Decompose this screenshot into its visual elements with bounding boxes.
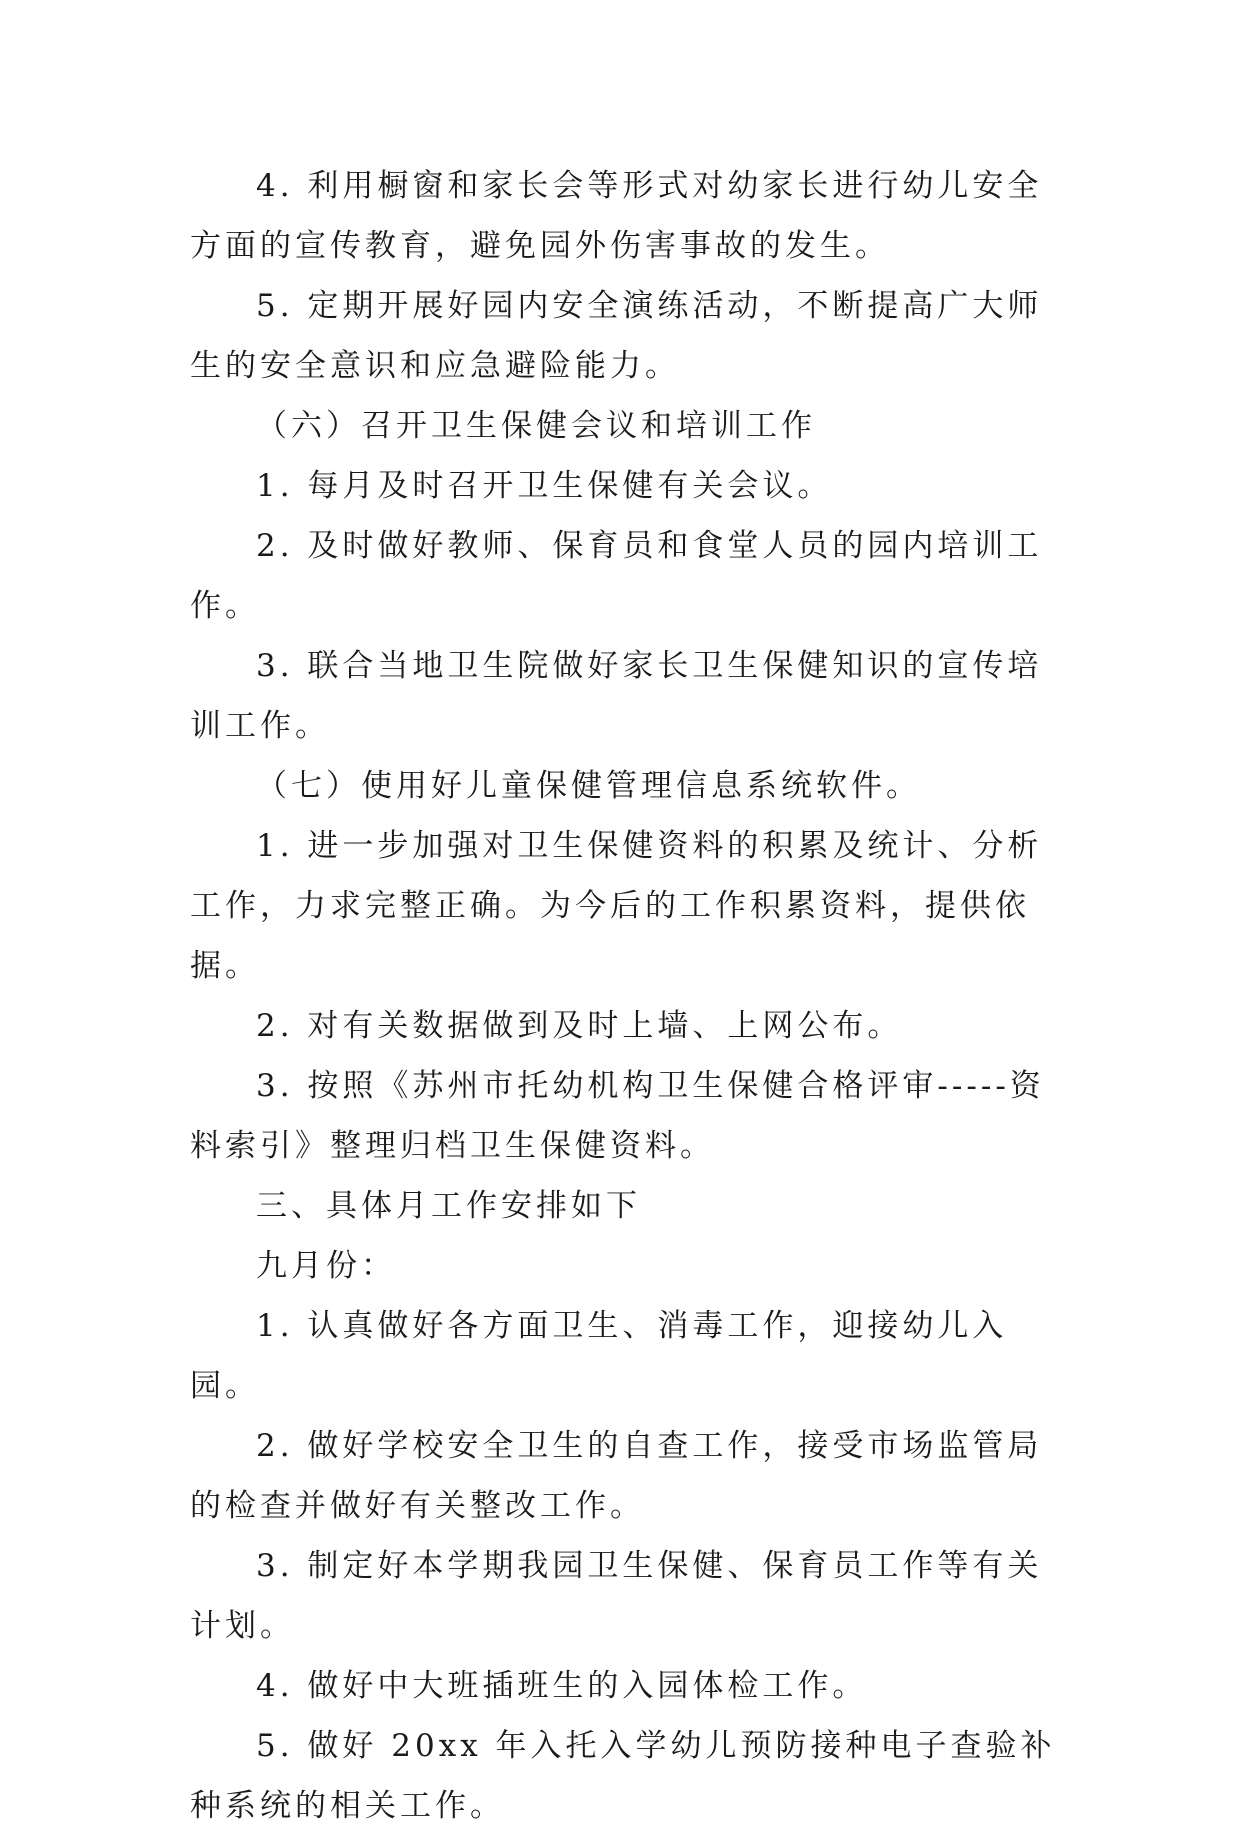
document-body (190, 156, 1070, 1836)
paragraph-meeting-1: 1. 每月及时召开卫生保健有关会议。 (256, 468, 833, 504)
paragraph-september-4: 4. 做好中大班插班生的入园体检工作。 (256, 1668, 868, 1704)
section-heading-three: 三、具体月工作安排如下 (256, 1188, 641, 1224)
paragraph-september-3: 3. 制定好本学期我园卫生保健、保育员工作等有关计划。 (190, 1548, 1043, 1644)
paragraph-meeting-3: 3. 联合当地卫生院做好家长卫生保健知识的宣传培训工作。 (190, 648, 1043, 744)
paragraph-september-1: 1. 认真做好各方面卫生、消毒工作，迎接幼儿入园。 (190, 1308, 1008, 1404)
paragraph-september-2: 2. 做好学校安全卫生的自查工作，接受市场监管局的检查并做好有关整改工作。 (190, 1428, 1043, 1524)
paragraph-system-1: 1. 进一步加强对卫生保健资料的积累及统计、分析工作，力求完整正确。为今后的工作积累资料，提供依据。 (190, 828, 1043, 984)
section-heading-seven: （七）使用好儿童保健管理信息系统软件。 (256, 768, 921, 804)
month-heading-september: 九月份： (256, 1248, 396, 1284)
paragraph-safety-4: 4. 利用橱窗和家长会等形式对幼家长进行幼儿安全方面的宣传教育，避免园外伤害事故的发生。 (190, 168, 1043, 264)
paragraph-system-3: 3. 按照《苏州市托幼机构卫生保健合格评审-----资料索引》整理归档卫生保健资料。 (190, 1068, 1045, 1164)
section-heading-six: （六）召开卫生保健会议和培训工作 (256, 408, 816, 444)
paragraph-meeting-2: 2. 及时做好教师、保育员和食堂人员的园内培训工作。 (190, 528, 1043, 624)
paragraph-safety-5: 5. 定期开展好园内安全演练活动，不断提高广大师生的安全意识和应急避险能力。 (190, 288, 1043, 384)
paragraph-system-2: 2. 对有关数据做到及时上墙、上网公布。 (256, 1008, 903, 1044)
paragraph-september-5: 5. 做好 20xx 年入托入学幼儿预防接种电子查验补种系统的相关工作。 (190, 1728, 1056, 1824)
